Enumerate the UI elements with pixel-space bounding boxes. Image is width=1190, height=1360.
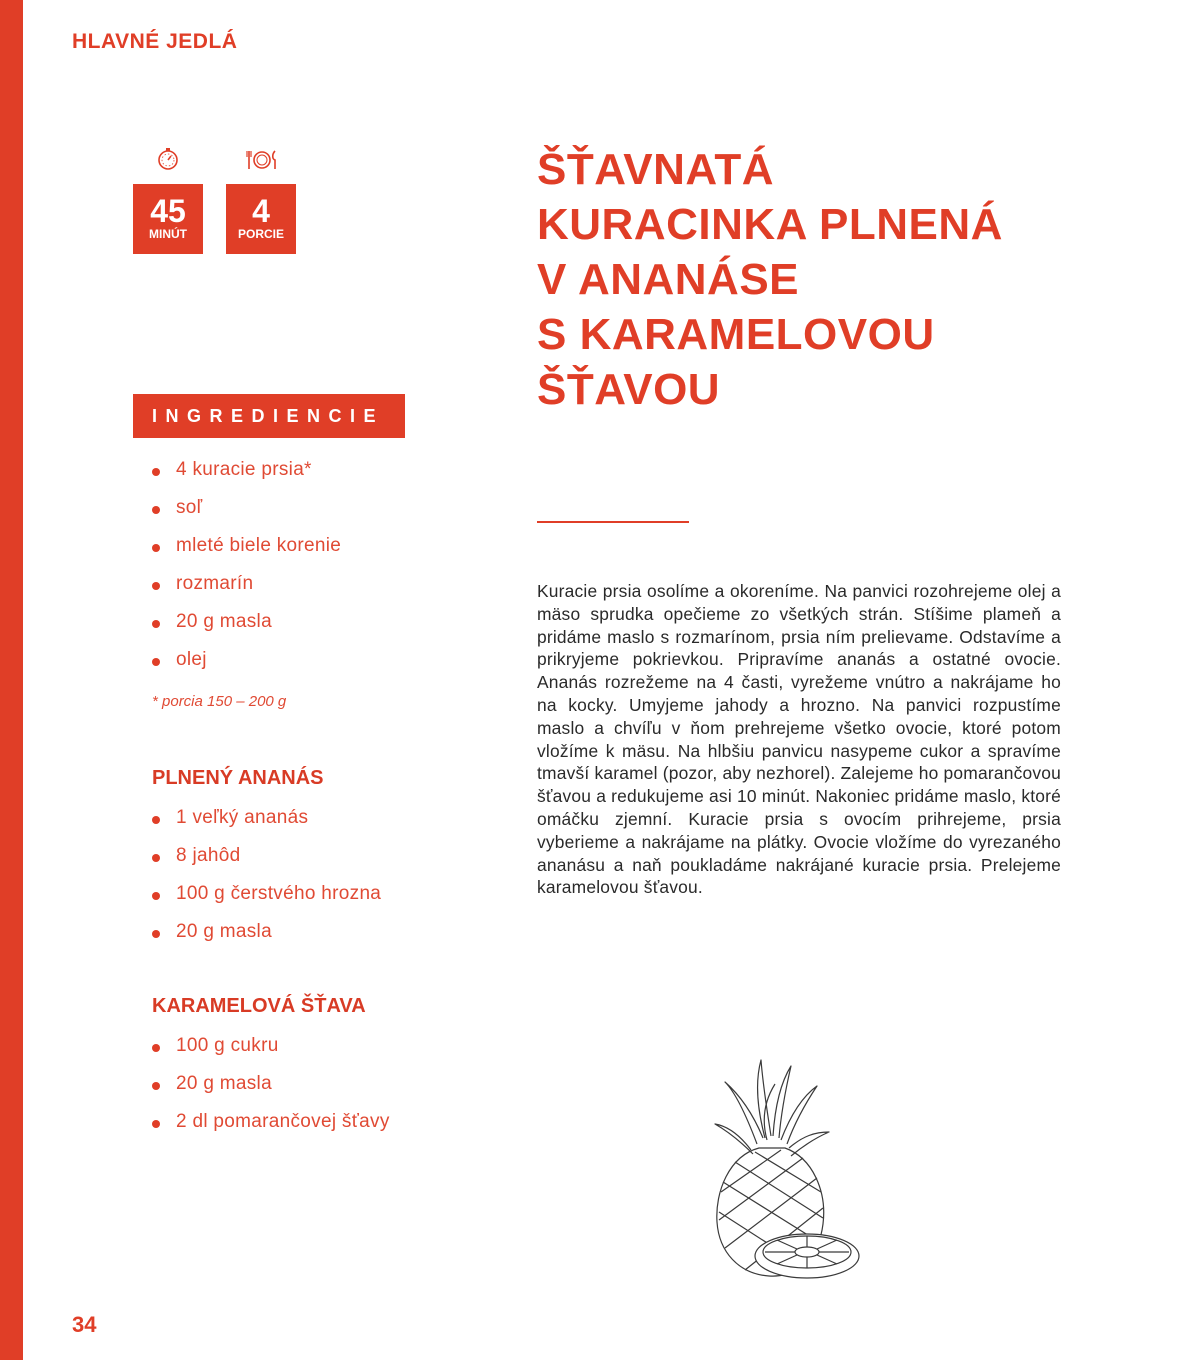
bullet-icon (152, 892, 160, 900)
prep-time-value: 45 (150, 193, 186, 229)
list-item: olej (152, 648, 341, 686)
list-item: 20 g masla (152, 1072, 390, 1110)
side-accent-bar (0, 0, 23, 1360)
list-item: soľ (152, 496, 341, 534)
section-label: HLAVNÉ JEDLÁ (72, 30, 238, 53)
page-number: 34 (72, 1312, 97, 1337)
bullet-icon (152, 1082, 160, 1090)
bullet-icon (152, 816, 160, 824)
list-item: 20 g masla (152, 610, 341, 648)
servings-value: 4 (252, 193, 270, 229)
bullet-icon (152, 506, 160, 514)
title-line: KURACINKA PLNENÁ (537, 200, 1003, 249)
prep-time-unit: MINÚT (149, 227, 187, 241)
ingredients-header: INGREDIENCIE (133, 394, 405, 438)
servings-badge (226, 184, 296, 254)
bullet-icon (152, 1120, 160, 1128)
title-line: ŠŤAVNATÁ (537, 145, 775, 194)
list-item: 8 jahôd (152, 844, 381, 882)
pineapple-illustration (695, 1052, 870, 1292)
timer-icon (155, 146, 181, 172)
list-item: 4 kuracie prsia* (152, 458, 341, 496)
bullet-icon (152, 582, 160, 590)
title-line: ŠŤAVOU (537, 365, 721, 414)
list-item: 20 g masla (152, 920, 381, 958)
title-divider (537, 521, 689, 523)
portion-footnote: * porcia 150 – 200 g (152, 693, 287, 710)
bullet-icon (152, 544, 160, 552)
recipe-method: Kuracie prsia osolíme a okoreníme. Na panvici rozohrejeme olej a mäso sprudka opečieme zo všetkých strán. Stíšime plameň a pridáme maslo s rozmarínom, prsia ním prelievame. Odstavíme a prikryjeme pokrievkou. Pripravíme ananás a ostatné ovocie. Ananás rozrežeme na 4 časti, vyrežeme vnútro a nakrájame ho na kocky. Umyjeme jahody a hrozno. Na panvici rozpustíme maslo a chvíľu v ňom prehrejeme všetko ovocie, ktoré potom vložíme k mäsu. Na hlbšiu panvicu nasypeme cukor a spravíme tmavší karamel (pozor, aby nezhorel). Zalejeme ho pomarančovou šťavou a redukujeme asi 10 minút. Nakoniec pridáme maslo, ktoré omáčku zjemní. Kuracie prsia s ovocím prihrejeme, prsia vyberieme a nakrájame na plátky. Ovocie vložíme do vyrezaného ananásu a naň poukladáme nakrájané kuracie prsia. Prelejeme karamelovou šťavou. (537, 581, 1061, 898)
list-item: 100 g čerstvého hrozna (152, 882, 381, 920)
bullet-icon (152, 1044, 160, 1052)
list-item: mleté biele korenie (152, 534, 341, 572)
plate-cutlery-icon (246, 146, 278, 172)
title-line: V ANANÁSE (537, 255, 800, 304)
ingredient-list-pineapple (152, 806, 381, 958)
caramel-sauce-heading: KARAMELOVÁ ŠŤAVA (152, 995, 366, 1017)
bullet-icon (152, 620, 160, 628)
title-line: S KARAMELOVOU (537, 310, 935, 359)
bullet-icon (152, 854, 160, 862)
list-item: 100 g cukru (152, 1034, 390, 1072)
ingredient-list-main (152, 458, 341, 686)
bullet-icon (152, 658, 160, 666)
bullet-icon (152, 930, 160, 938)
prep-time-badge (133, 184, 203, 254)
ingredient-list-caramel (152, 1034, 390, 1148)
list-item: 1 veľký ananás (152, 806, 381, 844)
recipe-title (537, 142, 1097, 417)
servings-unit: PORCIE (237, 227, 284, 241)
stuffed-pineapple-heading: PLNENÝ ANANÁS (152, 767, 324, 789)
list-item: rozmarín (152, 572, 341, 610)
bullet-icon (152, 468, 160, 476)
list-item: 2 dl pomarančovej šťavy (152, 1110, 390, 1148)
